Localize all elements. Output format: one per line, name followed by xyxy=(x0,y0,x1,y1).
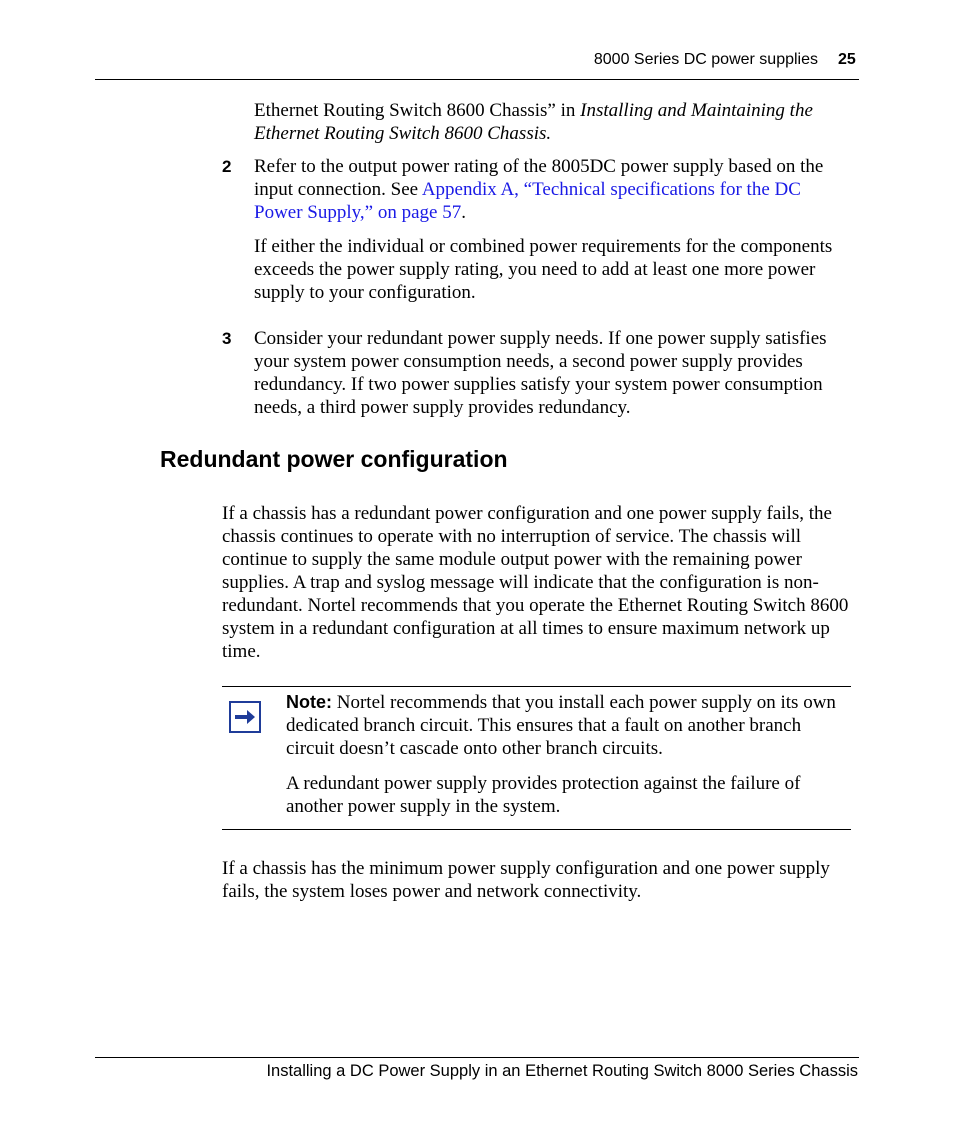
note-text-1: Nortel recommends that you install each power supply on its own dedicated branch circuit. This ensures that a fault on another branch circuit doesn’t cascade onto other branch circuits. xyxy=(286,692,836,759)
section-paragraph-2: If a chassis has the minimum power supply configuration and one power supply fails, the system loses power and network connectivity. xyxy=(222,858,830,902)
note-top-rule xyxy=(222,686,851,687)
intro-italic-1: Installing and Maintaining the xyxy=(580,100,813,121)
appendix-link[interactable]: Appendix A, “Technical specifications for the DC Power Supply,” on page 57 xyxy=(254,179,801,223)
step-2-para-1: Refer to the output power rating of the 8005DC power supply based on the input connection. See Appendix A, “Technical specifications for the DC Power Supply,” on page 57. xyxy=(254,156,824,223)
running-header-title: 8000 Series DC power supplies xyxy=(593,51,818,68)
note-icon-box xyxy=(229,701,261,733)
arrow-right-icon xyxy=(231,703,259,731)
note-text-2: A redundant power supply provides protection against the failure of another power supply in the system. xyxy=(286,773,801,817)
step-number: 3 xyxy=(222,329,232,348)
intro-text: Ethernet Routing Switch 8600 Chassis” in xyxy=(254,100,581,121)
step-number: 2 xyxy=(222,157,232,176)
note-label: Note: xyxy=(286,692,332,712)
section-paragraph-1: If a chassis has a redundant power configuration and one power supply fails, the chassis continues to operate with no interruption of service. The chassis will continue to supply the same module output power with the remaining power supplies. A trap and syslog message will indicate that the configuration is non-redundant. Nortel recommends that you operate the Ethernet Routing Switch 8600 system in a redundant configuration at all times to ensure maximum network up time. xyxy=(222,503,849,662)
step-3-para-1: Consider your redundant power supply needs. If one power supply satisfies your system power consumption needs, a second power supply provides redundancy. If two power supplies satisfy your system power consumption needs, a third power supply provides redundancy. xyxy=(254,328,827,418)
section-heading: Redundant power configuration xyxy=(160,446,508,472)
running-footer-title: Installing a DC Power Supply in an Ethernet Routing Switch 8000 Series Chassis xyxy=(266,1062,858,1080)
note-text xyxy=(286,691,850,760)
footer-rule xyxy=(95,1057,859,1058)
step-2-para-2: If either the individual or combined power requirements for the components exceeds the power supply rating, you need to add at least one more power supply to your configuration. xyxy=(254,236,833,303)
intro-continuation xyxy=(254,99,854,145)
note-bottom-rule xyxy=(222,829,851,830)
intro-italic-2: Ethernet Routing Switch 8600 Chassis. xyxy=(254,123,552,144)
page-number: 25 xyxy=(838,51,856,68)
header-rule xyxy=(95,79,859,80)
